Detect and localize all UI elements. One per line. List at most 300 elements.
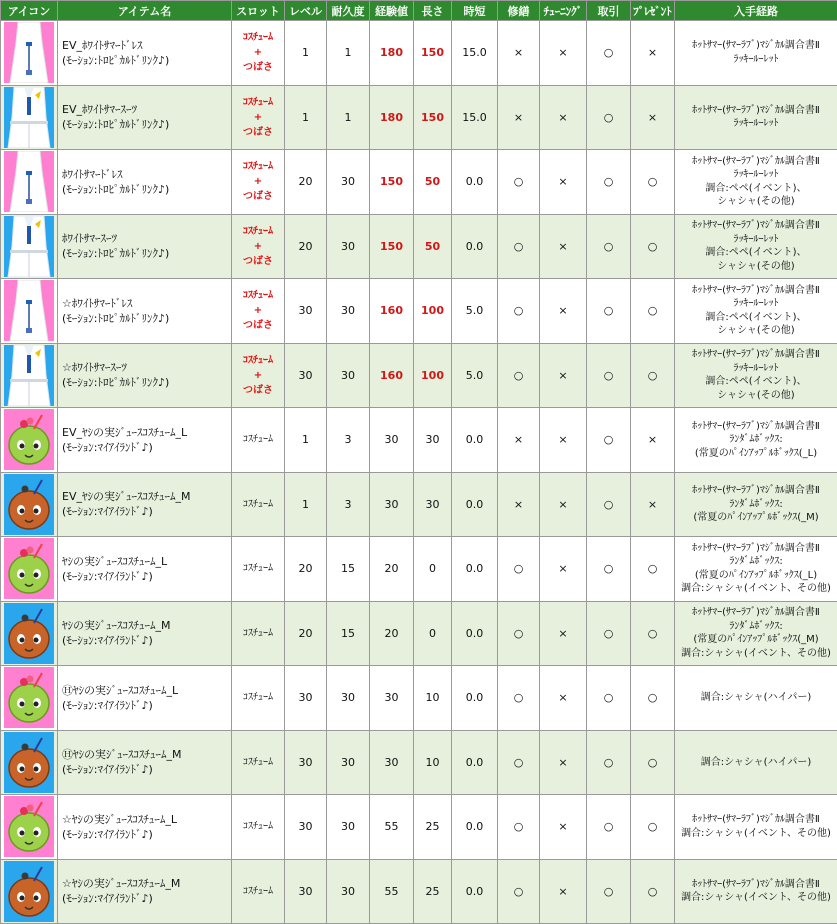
route-cell	[675, 537, 837, 602]
route-line: 調合:ペペ(イベント)、	[676, 311, 836, 325]
header-length: 長さ	[414, 1, 452, 21]
time-cell: 0.0	[452, 795, 498, 860]
slot-cell	[232, 472, 285, 537]
present-cell: ○	[631, 795, 675, 860]
level-cell: 30	[285, 343, 327, 408]
level-cell: 20	[285, 537, 327, 602]
item-motion: (ﾓｰｼｮﾝ:ﾏｲｱｲﾗﾝﾄﾞ♪)	[62, 827, 229, 842]
route-line: シャシャ(その他)	[676, 260, 836, 274]
icon-cell	[1, 859, 58, 924]
exp-cell: 20	[370, 537, 414, 602]
white-suit-icon	[4, 345, 54, 406]
present-cell: ×	[631, 85, 675, 150]
slot-wings: つばさ	[234, 125, 282, 140]
level-cell: 20	[285, 601, 327, 666]
slot-costume: ｺｽﾁｭｰﾑ	[234, 432, 282, 447]
item-name-cell	[58, 859, 232, 924]
header-acquisition-route: 入手経路	[675, 1, 837, 21]
length-cell: 100	[414, 279, 452, 344]
time-cell: 0.0	[452, 859, 498, 924]
present-cell: ○	[631, 279, 675, 344]
item-name-cell	[58, 408, 232, 473]
header-time-short: 時短	[452, 1, 498, 21]
slot-costume: ｺｽﾁｭｰﾑ	[234, 626, 282, 641]
white-suit-icon	[4, 87, 54, 148]
durability-cell: 15	[327, 601, 370, 666]
item-name-cell	[58, 214, 232, 279]
level-cell: 20	[285, 214, 327, 279]
route-line: ﾎｯﾄｻﾏｰ(ｻﾏｰﾗﾌﾞ)ﾏｼﾞｶﾙ調合書Ⅱ	[676, 484, 836, 498]
present-cell: ○	[631, 859, 675, 924]
icon-cell	[1, 601, 58, 666]
route-line: (常夏のﾊﾟｲﾝｱｯﾌﾟﾙﾎﾞｯｸｽ(_L)	[676, 569, 836, 583]
route-line: (常夏のﾊﾟｲﾝｱｯﾌﾟﾙﾎﾞｯｸｽ(_M)	[676, 511, 836, 525]
trade-cell: ○	[587, 21, 631, 86]
coconut-green-icon	[4, 538, 54, 599]
item-motion: (ﾓｰｼｮﾝ:ﾄﾛﾋﾟｶﾙﾄﾞﾘﾝｸ♪)	[62, 246, 229, 261]
route-line: シャシャ(その他)	[676, 389, 836, 403]
slot-cell	[232, 666, 285, 731]
exp-cell: 180	[370, 85, 414, 150]
white-dress-icon	[4, 22, 54, 83]
repair-cell: ○	[498, 537, 540, 602]
durability-cell: 30	[327, 730, 370, 795]
route-line: ﾗｯｷｰﾙｰﾚｯﾄ	[676, 233, 836, 247]
item-motion: (ﾓｰｼｮﾝ:ﾏｲｱｲﾗﾝﾄﾞ♪)	[62, 762, 229, 777]
item-motion: (ﾓｰｼｮﾝ:ﾄﾛﾋﾟｶﾙﾄﾞﾘﾝｸ♪)	[62, 375, 229, 390]
present-cell: ○	[631, 601, 675, 666]
slot-cell	[232, 85, 285, 150]
item-name: EV_ﾎﾜｲﾄｻﾏｰﾄﾞﾚｽ	[62, 38, 229, 53]
route-line: ﾎｯﾄｻﾏｰ(ｻﾏｰﾗﾌﾞ)ﾏｼﾞｶﾙ調合書Ⅱ	[676, 878, 836, 892]
level-cell: 1	[285, 472, 327, 537]
time-cell: 0.0	[452, 214, 498, 279]
repair-cell: ○	[498, 279, 540, 344]
item-name: ﾎﾜｲﾄｻﾏｰｽｰﾂ	[62, 231, 229, 246]
item-motion: (ﾓｰｼｮﾝ:ﾏｲｱｲﾗﾝﾄﾞ♪)	[62, 698, 229, 713]
time-cell: 0.0	[452, 472, 498, 537]
slot-cell	[232, 730, 285, 795]
header-repair: 修繕	[498, 1, 540, 21]
icon-cell	[1, 150, 58, 215]
route-line: 調合:シャシャ(イベント、その他)	[676, 582, 836, 596]
level-cell: 30	[285, 279, 327, 344]
slot-costume: ｺｽﾁｭｰﾑ	[234, 755, 282, 770]
route-cell	[675, 279, 837, 344]
trade-cell: ○	[587, 150, 631, 215]
tuning-cell: ×	[540, 279, 587, 344]
time-cell: 0.0	[452, 150, 498, 215]
slot-costume: ｺｽﾁｭｰﾑ	[234, 159, 282, 174]
route-cell	[675, 150, 837, 215]
coconut-green-icon	[4, 667, 54, 728]
durability-cell: 15	[327, 537, 370, 602]
present-cell: ○	[631, 150, 675, 215]
slot-cell	[232, 343, 285, 408]
present-cell: ○	[631, 214, 675, 279]
table-header-row	[1, 1, 837, 21]
route-line: ﾎｯﾄｻﾏｰ(ｻﾏｰﾗﾌﾞ)ﾏｼﾞｶﾙ調合書Ⅱ	[676, 348, 836, 362]
item-name-cell	[58, 21, 232, 86]
route-line: ﾗﾝﾀﾞﾑﾎﾞｯｸｽ:	[676, 433, 836, 447]
repair-cell: ○	[498, 859, 540, 924]
level-cell: 30	[285, 859, 327, 924]
repair-cell: ○	[498, 795, 540, 860]
route-cell	[675, 795, 837, 860]
trade-cell: ○	[587, 730, 631, 795]
present-cell: ×	[631, 408, 675, 473]
exp-cell: 30	[370, 666, 414, 731]
coconut-brown-icon	[4, 603, 54, 664]
durability-cell: 30	[327, 795, 370, 860]
icon-cell	[1, 214, 58, 279]
trade-cell: ○	[587, 408, 631, 473]
length-cell: 50	[414, 214, 452, 279]
coconut-green-icon	[4, 796, 54, 857]
route-line: ﾗﾝﾀﾞﾑﾎﾞｯｸｽ:	[676, 498, 836, 512]
route-cell	[675, 730, 837, 795]
route-line: ﾎｯﾄｻﾏｰ(ｻﾏｰﾗﾌﾞ)ﾏｼﾞｶﾙ調合書Ⅱ	[676, 39, 836, 53]
slot-cell	[232, 408, 285, 473]
slot-cell	[232, 537, 285, 602]
route-cell	[675, 214, 837, 279]
slot-costume: ｺｽﾁｭｰﾑ	[234, 497, 282, 512]
present-cell: ○	[631, 730, 675, 795]
coconut-brown-icon	[4, 732, 54, 793]
route-line: ﾎｯﾄｻﾏｰ(ｻﾏｰﾗﾌﾞ)ﾏｼﾞｶﾙ調合書Ⅱ	[676, 284, 836, 298]
item-motion: (ﾓｰｼｮﾝ:ﾄﾛﾋﾟｶﾙﾄﾞﾘﾝｸ♪)	[62, 53, 229, 68]
repair-cell: ×	[498, 85, 540, 150]
slot-plus: +	[234, 174, 282, 189]
table-row	[1, 279, 837, 344]
header-durability: 耐久度	[327, 1, 370, 21]
item-name: EV_ﾔｼの実ｼﾞｭｰｽｺｽﾁｭｰﾑ_L	[62, 425, 229, 440]
length-cell: 150	[414, 85, 452, 150]
tuning-cell: ×	[540, 537, 587, 602]
coconut-brown-icon	[4, 861, 54, 922]
trade-cell: ○	[587, 795, 631, 860]
item-name-cell	[58, 795, 232, 860]
length-cell: 10	[414, 666, 452, 731]
route-line: ﾎｯﾄｻﾏｰ(ｻﾏｰﾗﾌﾞ)ﾏｼﾞｶﾙ調合書Ⅱ	[676, 219, 836, 233]
slot-cell	[232, 601, 285, 666]
time-cell: 0.0	[452, 601, 498, 666]
durability-cell: 1	[327, 21, 370, 86]
durability-cell: 3	[327, 472, 370, 537]
route-line: (常夏のﾊﾟｲﾝｱｯﾌﾟﾙﾎﾞｯｸｽ(_M)	[676, 633, 836, 647]
route-line: ﾎｯﾄｻﾏｰ(ｻﾏｰﾗﾌﾞ)ﾏｼﾞｶﾙ調合書Ⅱ	[676, 155, 836, 169]
tuning-cell: ×	[540, 795, 587, 860]
item-name: EV_ﾔｼの実ｼﾞｭｰｽｺｽﾁｭｰﾑ_M	[62, 489, 229, 504]
item-name-cell	[58, 150, 232, 215]
slot-wings: つばさ	[234, 189, 282, 204]
route-line: 調合:シャシャ(イベント、その他)	[676, 647, 836, 661]
item-name: EV_ﾎﾜｲﾄｻﾏｰｽｰﾂ	[62, 102, 229, 117]
item-motion: (ﾓｰｼｮﾝ:ﾏｲｱｲﾗﾝﾄﾞ♪)	[62, 633, 229, 648]
trade-cell: ○	[587, 214, 631, 279]
item-motion: (ﾓｰｼｮﾝ:ﾏｲｱｲﾗﾝﾄﾞ♪)	[62, 569, 229, 584]
trade-cell: ○	[587, 85, 631, 150]
table-row	[1, 343, 837, 408]
exp-cell: 160	[370, 343, 414, 408]
time-cell: 0.0	[452, 666, 498, 731]
length-cell: 100	[414, 343, 452, 408]
route-cell	[675, 85, 837, 150]
time-cell: 0.0	[452, 537, 498, 602]
length-cell: 0	[414, 537, 452, 602]
item-motion: (ﾓｰｼｮﾝ:ﾄﾛﾋﾟｶﾙﾄﾞﾘﾝｸ♪)	[62, 117, 229, 132]
tuning-cell: ×	[540, 859, 587, 924]
table-row	[1, 21, 837, 86]
slot-costume: ｺｽﾁｭｰﾑ	[234, 224, 282, 239]
slot-plus: +	[234, 368, 282, 383]
tuning-cell: ×	[540, 85, 587, 150]
time-cell: 5.0	[452, 279, 498, 344]
slot-plus: +	[234, 110, 282, 125]
route-line: 調合:シャシャ(ハイパー)	[676, 691, 836, 705]
slot-cell	[232, 21, 285, 86]
exp-cell: 55	[370, 859, 414, 924]
icon-cell	[1, 343, 58, 408]
present-cell: ×	[631, 472, 675, 537]
route-line: 調合:ペペ(イベント)、	[676, 375, 836, 389]
white-dress-icon	[4, 280, 54, 341]
time-cell: 15.0	[452, 21, 498, 86]
item-motion: (ﾓｰｼｮﾝ:ﾄﾛﾋﾟｶﾙﾄﾞﾘﾝｸ♪)	[62, 182, 229, 197]
durability-cell: 1	[327, 85, 370, 150]
table-row	[1, 730, 837, 795]
time-cell: 15.0	[452, 85, 498, 150]
route-line: ﾗｯｷｰﾙｰﾚｯﾄ	[676, 53, 836, 67]
slot-costume: ｺｽﾁｭｰﾑ	[234, 884, 282, 899]
time-cell: 0.0	[452, 730, 498, 795]
length-cell: 0	[414, 601, 452, 666]
exp-cell: 20	[370, 601, 414, 666]
table-row	[1, 408, 837, 473]
route-line: ﾎｯﾄｻﾏｰ(ｻﾏｰﾗﾌﾞ)ﾏｼﾞｶﾙ調合書Ⅱ	[676, 813, 836, 827]
durability-cell: 30	[327, 859, 370, 924]
route-line: ﾗﾝﾀﾞﾑﾎﾞｯｸｽ:	[676, 620, 836, 634]
slot-cell	[232, 279, 285, 344]
trade-cell: ○	[587, 601, 631, 666]
slot-costume: ｺｽﾁｭｰﾑ	[234, 690, 282, 705]
repair-cell: ○	[498, 666, 540, 731]
item-name-cell	[58, 537, 232, 602]
route-line: ﾎｯﾄｻﾏｰ(ｻﾏｰﾗﾌﾞ)ﾏｼﾞｶﾙ調合書Ⅱ	[676, 542, 836, 556]
item-name: ☆ﾎﾜｲﾄｻﾏｰﾄﾞﾚｽ	[62, 296, 229, 311]
tuning-cell: ×	[540, 21, 587, 86]
slot-cell	[232, 859, 285, 924]
route-line: 調合:シャシャ(イベント、その他)	[676, 827, 836, 841]
icon-cell	[1, 730, 58, 795]
icon-cell	[1, 85, 58, 150]
time-cell: 0.0	[452, 408, 498, 473]
route-line: 調合:シャシャ(ハイパー)	[676, 756, 836, 770]
length-cell: 50	[414, 150, 452, 215]
route-line: ﾗｯｷｰﾙｰﾚｯﾄ	[676, 362, 836, 376]
present-cell: ○	[631, 537, 675, 602]
header-level: レベル	[285, 1, 327, 21]
durability-cell: 3	[327, 408, 370, 473]
route-line: 調合:ペペ(イベント)、	[676, 182, 836, 196]
header-icon: アイコン	[1, 1, 58, 21]
item-name: ☆ﾔｼの実ｼﾞｭｰｽｺｽﾁｭｰﾑ_M	[62, 876, 229, 891]
item-name: ﾎﾜｲﾄｻﾏｰﾄﾞﾚｽ	[62, 167, 229, 182]
level-cell: 30	[285, 730, 327, 795]
header-tuning: ﾁｭｰﾆﾝｸﾞ	[540, 1, 587, 21]
icon-cell	[1, 279, 58, 344]
exp-cell: 30	[370, 730, 414, 795]
level-cell: 30	[285, 666, 327, 731]
exp-cell: 30	[370, 472, 414, 537]
item-motion: (ﾓｰｼｮﾝ:ﾏｲｱｲﾗﾝﾄﾞ♪)	[62, 440, 229, 455]
tuning-cell: ×	[540, 666, 587, 731]
length-cell: 30	[414, 472, 452, 537]
slot-costume: ｺｽﾁｭｰﾑ	[234, 819, 282, 834]
item-name: ☆ﾎﾜｲﾄｻﾏｰｽｰﾂ	[62, 360, 229, 375]
white-suit-icon	[4, 216, 54, 277]
exp-cell: 160	[370, 279, 414, 344]
icon-cell	[1, 795, 58, 860]
durability-cell: 30	[327, 150, 370, 215]
level-cell: 1	[285, 408, 327, 473]
exp-cell: 150	[370, 150, 414, 215]
slot-wings: つばさ	[234, 318, 282, 333]
route-cell	[675, 21, 837, 86]
tuning-cell: ×	[540, 408, 587, 473]
exp-cell: 150	[370, 214, 414, 279]
tuning-cell: ×	[540, 601, 587, 666]
length-cell: 10	[414, 730, 452, 795]
exp-cell: 30	[370, 408, 414, 473]
item-name-cell	[58, 601, 232, 666]
durability-cell: 30	[327, 214, 370, 279]
length-cell: 25	[414, 795, 452, 860]
route-cell	[675, 601, 837, 666]
icon-cell	[1, 666, 58, 731]
item-name-cell	[58, 85, 232, 150]
trade-cell: ○	[587, 859, 631, 924]
tuning-cell: ×	[540, 150, 587, 215]
header-exp: 経験値	[370, 1, 414, 21]
coconut-green-icon	[4, 409, 54, 470]
trade-cell: ○	[587, 537, 631, 602]
durability-cell: 30	[327, 279, 370, 344]
item-name-cell	[58, 666, 232, 731]
slot-costume: ｺｽﾁｭｰﾑ	[234, 288, 282, 303]
slot-cell	[232, 214, 285, 279]
trade-cell: ○	[587, 666, 631, 731]
icon-cell	[1, 472, 58, 537]
icon-cell	[1, 408, 58, 473]
present-cell: ×	[631, 21, 675, 86]
length-cell: 30	[414, 408, 452, 473]
route-line: ﾎｯﾄｻﾏｰ(ｻﾏｰﾗﾌﾞ)ﾏｼﾞｶﾙ調合書Ⅱ	[676, 104, 836, 118]
item-name-cell	[58, 343, 232, 408]
slot-wings: つばさ	[234, 383, 282, 398]
tuning-cell: ×	[540, 730, 587, 795]
level-cell: 30	[285, 795, 327, 860]
length-cell: 150	[414, 21, 452, 86]
repair-cell: ○	[498, 343, 540, 408]
slot-plus: +	[234, 239, 282, 254]
item-name: Ⓗﾔｼの実ｼﾞｭｰｽｺｽﾁｭｰﾑ_M	[62, 747, 229, 762]
item-name: ☆ﾔｼの実ｼﾞｭｰｽｺｽﾁｭｰﾑ_L	[62, 812, 229, 827]
header-present: ﾌﾟﾚｾﾞﾝﾄ	[631, 1, 675, 21]
level-cell: 20	[285, 150, 327, 215]
icon-cell	[1, 537, 58, 602]
repair-cell: ×	[498, 408, 540, 473]
tuning-cell: ×	[540, 343, 587, 408]
tuning-cell: ×	[540, 214, 587, 279]
item-name-cell	[58, 472, 232, 537]
level-cell: 1	[285, 21, 327, 86]
table-row	[1, 150, 837, 215]
present-cell: ○	[631, 666, 675, 731]
route-line: シャシャ(その他)	[676, 324, 836, 338]
item-motion: (ﾓｰｼｮﾝ:ﾄﾛﾋﾟｶﾙﾄﾞﾘﾝｸ♪)	[62, 311, 229, 326]
slot-wings: つばさ	[234, 60, 282, 75]
white-dress-icon	[4, 151, 54, 212]
route-line: ﾗﾝﾀﾞﾑﾎﾞｯｸｽ:	[676, 555, 836, 569]
slot-cell	[232, 150, 285, 215]
repair-cell: ○	[498, 730, 540, 795]
route-cell	[675, 859, 837, 924]
table-row	[1, 537, 837, 602]
route-line: ﾗｯｷｰﾙｰﾚｯﾄ	[676, 117, 836, 131]
item-name: ﾔｼの実ｼﾞｭｰｽｺｽﾁｭｰﾑ_L	[62, 554, 229, 569]
repair-cell: ○	[498, 150, 540, 215]
item-name: Ⓗﾔｼの実ｼﾞｭｰｽｺｽﾁｭｰﾑ_L	[62, 683, 229, 698]
repair-cell: ○	[498, 601, 540, 666]
coconut-brown-icon	[4, 474, 54, 535]
length-cell: 25	[414, 859, 452, 924]
route-cell	[675, 666, 837, 731]
slot-cell	[232, 795, 285, 860]
repair-cell: ×	[498, 21, 540, 86]
repair-cell: ×	[498, 472, 540, 537]
header-item-name: アイテム名	[58, 1, 232, 21]
item-name-cell	[58, 279, 232, 344]
icon-cell	[1, 21, 58, 86]
slot-plus: +	[234, 303, 282, 318]
table-row	[1, 859, 837, 924]
item-motion: (ﾓｰｼｮﾝ:ﾏｲｱｲﾗﾝﾄﾞ♪)	[62, 504, 229, 519]
item-name: ﾔｼの実ｼﾞｭｰｽｺｽﾁｭｰﾑ_M	[62, 618, 229, 633]
route-line: ﾗｯｷｰﾙｰﾚｯﾄ	[676, 168, 836, 182]
table-row	[1, 472, 837, 537]
route-line: ﾎｯﾄｻﾏｰ(ｻﾏｰﾗﾌﾞ)ﾏｼﾞｶﾙ調合書Ⅱ	[676, 420, 836, 434]
table-row	[1, 795, 837, 860]
table-row	[1, 601, 837, 666]
durability-cell: 30	[327, 343, 370, 408]
header-trade: 取引	[587, 1, 631, 21]
route-cell	[675, 343, 837, 408]
header-slot: スロット	[232, 1, 285, 21]
route-line: (常夏のﾊﾟｲﾝｱｯﾌﾟﾙﾎﾞｯｸｽ(_L)	[676, 447, 836, 461]
durability-cell: 30	[327, 666, 370, 731]
item-motion: (ﾓｰｼｮﾝ:ﾏｲｱｲﾗﾝﾄﾞ♪)	[62, 891, 229, 906]
route-line: ﾎｯﾄｻﾏｰ(ｻﾏｰﾗﾌﾞ)ﾏｼﾞｶﾙ調合書Ⅱ	[676, 606, 836, 620]
table-row	[1, 214, 837, 279]
item-name-cell	[58, 730, 232, 795]
table-row	[1, 85, 837, 150]
route-line: シャシャ(その他)	[676, 195, 836, 209]
exp-cell: 55	[370, 795, 414, 860]
time-cell: 5.0	[452, 343, 498, 408]
trade-cell: ○	[587, 472, 631, 537]
level-cell: 1	[285, 85, 327, 150]
